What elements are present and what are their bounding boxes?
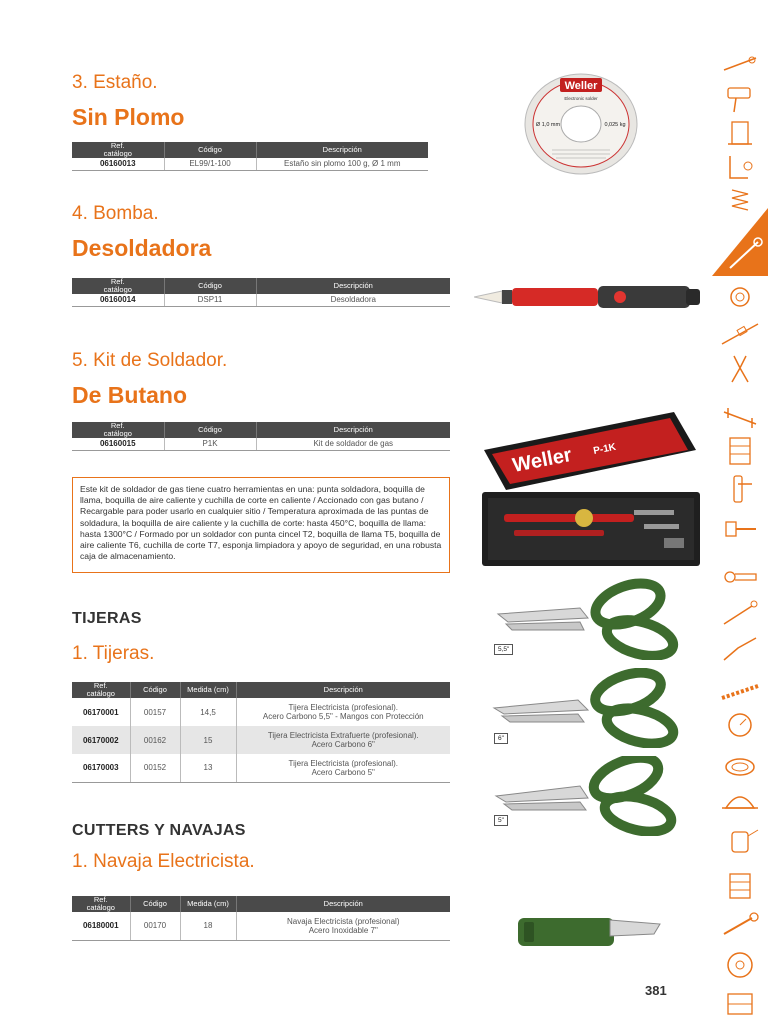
power-tool-icon [718,84,762,114]
table-estano [72,142,428,171]
anchor-plug-icon [718,562,762,592]
drill-icon [718,50,762,80]
gear-icon [718,282,762,312]
toolbox-icon [718,870,762,900]
table-row: 06170002 00162 15 Tijera Electricista Extrafuerte (profesional). Acero Carbono 6" [72,726,450,754]
table-kit: Ref. catálogo Código Descripción 06160015 P1K Kit de soldador de gas [72,422,450,451]
pliers-icon [718,354,762,384]
category-cutters: CUTTERS Y NAVAJAS [72,822,246,839]
clamp-icon [718,152,762,182]
gauge-icon [718,710,762,740]
table-bomba: Ref. catálogo Código Descripción 06160014 DSP11 Desoldadora [72,278,450,307]
svg-text:Ø 1,0 mm: Ø 1,0 mm [535,122,561,128]
wrench-icon [718,910,762,940]
size-tag-1: 5,5" [494,644,513,655]
case-brand: Weller [510,443,574,477]
butane-kit-case-image [474,410,704,570]
table-navaja: Ref. catálogo Código Medida (cm) Descripción 06180001 00170 18 Navaja Electricista (profesional) Acero Inoxidable 7" [72,896,450,941]
solder-spool-image [522,68,640,176]
helmet-icon [718,786,762,816]
section-tijeras-subtitle: 1. Tijeras. [72,643,155,664]
section-tab-marker [712,208,768,276]
vacuum-icon [718,826,762,856]
table-row: 06170003 00152 13 Tijera Electricista (profesional). Acero Carbono 5" [72,754,450,782]
table-row: 06170001 00157 14,5 Tijera Electricista (profesional). Acero Carbono 5,5" - Mangos con Protección [72,698,450,726]
table-row: 06160015 P1K Kit de soldador de gas [72,438,450,450]
chain-icon [718,676,762,706]
scissors-image-2 [488,668,708,748]
table-row: 06160014 DSP11 Desoldadora [72,294,450,306]
section-kit-subtitle: 5. Kit de Soldador. [72,350,228,371]
bolt-icon [718,514,762,544]
desoldering-pump-image [474,282,704,312]
parts-icon [718,990,762,1020]
section-estano-title: Sin Plomo [72,104,185,130]
table-row: 06160013 EL99/1-100 Estaño sin plomo 100 g, Ø 1 mm [72,158,428,170]
size-tag-2: 6" [494,733,508,744]
page-number: 381 [645,983,667,998]
table-tijeras: Ref. catálogo Código Medida (cm) Descripción 06170001 00157 14,5 Tijera Electricista (profesional). Acero Carbono 5,5" - Mangos con Protección 06170002 00162 15 Tijera Electricista Extrafuerte (profesional). Acero Carbono 6" 06170003 00152 13 Tijera Electricista (profesional). Acero Carbono 5" [72,682,450,783]
wheel-icon [718,950,762,980]
category-tijeras: TIJERAS [72,610,142,627]
knife-icon [718,634,762,664]
section-bomba-subtitle: 4. Bomba. [72,203,159,224]
vise-icon [718,118,762,148]
size-tag-3: 5" [494,815,508,826]
col-codigo: Código [164,142,256,158]
soldering-iron-icon [718,318,762,348]
col-desc: Descripción [256,142,428,158]
svg-text:0,025 kg: 0,025 kg [604,122,626,128]
kit-description: Este kit de soldador de gas tiene cuatro herramientas en una: punta soldadora, boquilla de llama, boquilla de aire caliente y cuchilla de corte en caliente / Accionado con gas butano / Recargable para poder usarlo en cualquier sitio / Temperatura aproximada de las puntas de soldadura, la boquilla de aire caliente y la cuchilla de corte: hasta 450°C, boquilla de llama: hasta 1300°C / Formado por un soldador con punta cincel T2, boquilla de llama T5, boquilla de aire caliente T6, cuchilla de corte T7, esponja limpiadora y apoyo de seguridad, en una robusta caja de almacenamiento. [72,477,450,573]
shelf-icon [718,436,762,466]
spring-icon [718,186,762,216]
col-ref: Ref. catálogo [72,142,164,158]
knife-image [514,910,662,950]
cable-roll-icon [718,752,762,782]
section-kit-title: De Butano [72,382,187,408]
door-handle-icon [718,474,762,504]
scissors-image-1 [488,578,708,660]
section-estano-subtitle: 3. Estaño. [72,72,158,93]
soldering-gun-icon [718,598,762,628]
scissors-image-3 [488,756,708,836]
section-bomba-title: Desoldadora [72,235,212,261]
section-navaja-subtitle: 1. Navaja Electricista. [72,851,255,872]
svg-text:P-1K: P-1K [592,441,617,457]
caliper-icon [718,402,762,432]
table-row: 06180001 00170 18 Navaja Electricista (profesional) Acero Inoxidable 7" [72,912,450,940]
svg-text:Electronic solder: Electronic solder [564,96,598,101]
spool-brand: Weller [564,80,598,92]
